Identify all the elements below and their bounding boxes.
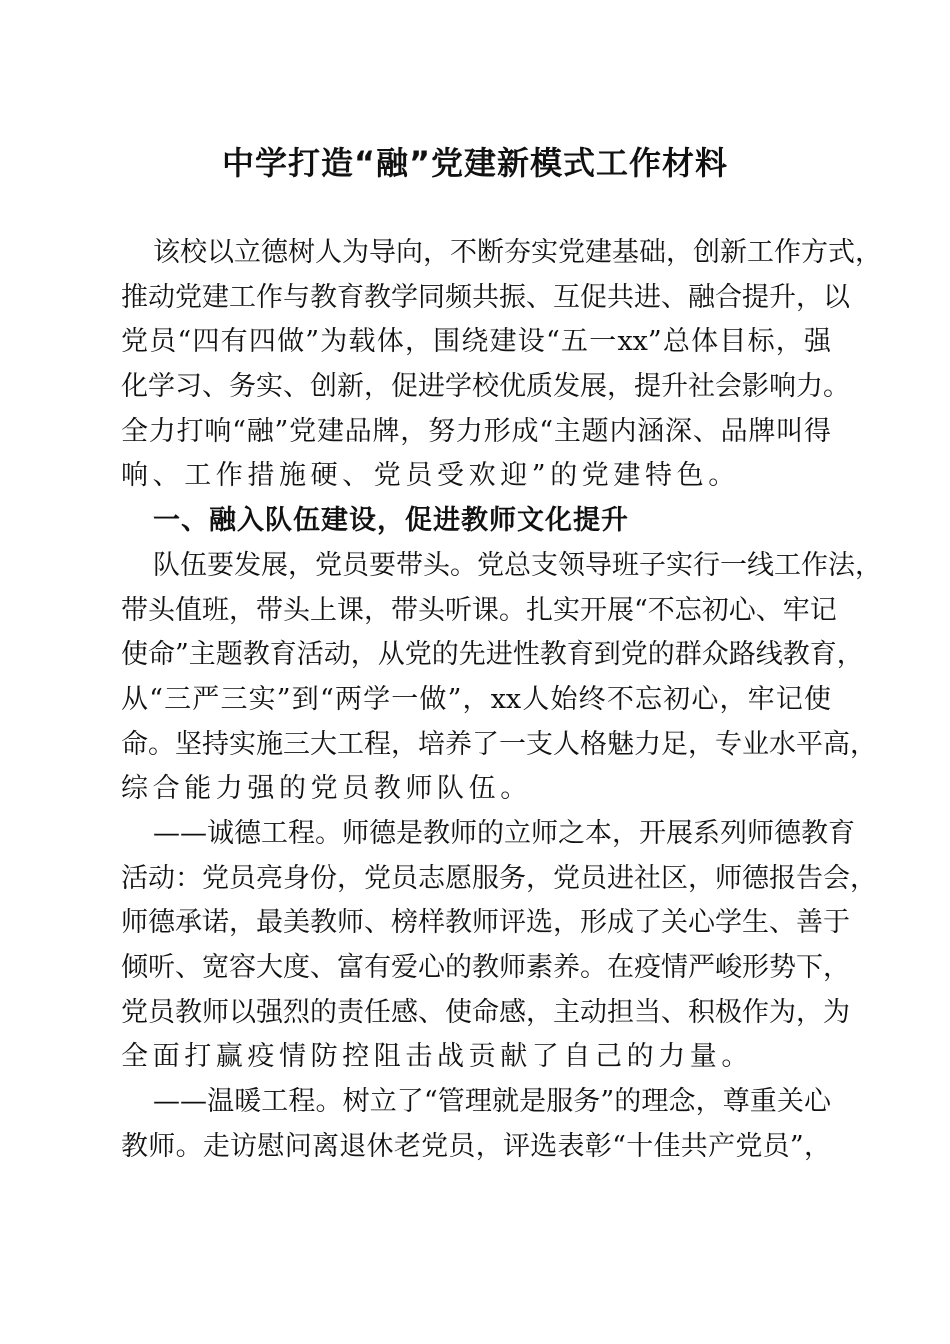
document-title: 中学打造“融”党建新模式工作材料 — [221, 144, 729, 182]
text-line: 综合能力强的党员教师队伍。 — [121, 773, 532, 805]
text-line: 带头值班，带头上课，带头听课。扎实开展“不忘初心、牢记 — [121, 594, 837, 626]
paragraph — [121, 812, 877, 1080]
document-body — [121, 231, 882, 1169]
text-line: 倾听、宽容大度、富有爱心的教师素养。在疫情严峻形势下， — [121, 952, 850, 983]
text-line: 响、工作措施硬、党员受欢迎”的党建特色。 — [121, 460, 740, 492]
text-line: 从“三严三实”到“两学一做”，xx人始终不忘初心，牢记使 — [121, 683, 831, 715]
text-line: 全力打响“融”党建品牌，努力形成“主题内涵深、品牌叫得 — [121, 415, 831, 447]
paragraph — [121, 544, 882, 812]
text-line: 使命”主题教育活动，从党的先进性教育到党的群众路线教育， — [121, 639, 864, 671]
text-line: 师德承诺，最美教师、榜样教师评选，形成了关心学生、善于 — [121, 907, 850, 939]
text-line: 党员教师以强烈的责任感、使命感，主动担当、积极作为，为 — [121, 996, 850, 1028]
section-heading — [121, 499, 831, 544]
text-line: ——温暖工程。树立了“管理就是服务”的理念，尊重关心 — [153, 1086, 831, 1118]
text-line: 队伍要发展，党员要带头。党总支领导班子实行一线工作法， — [153, 549, 882, 581]
text-line: 化学习、务实、创新，促进学校优质发展，提升社会影响力。 — [121, 371, 850, 403]
text-line: ——诚德工程。师德是教师的立师之本，开展系列师德教育 — [153, 817, 855, 849]
text-line: 推动党建工作与教育教学同频共振、互促共进、融合提升，以 — [121, 281, 850, 313]
paragraph — [121, 1080, 831, 1169]
text-line: 活动：党员亮身份，党员志愿服务，党员进社区，师德报告会， — [121, 862, 877, 894]
text-line: 党员“四有四做”为载体，围绕建设“五一xx”总体目标，强 — [121, 326, 831, 358]
text-line: 教师。走访慰问离退休老党员，评选表彰“十佳共产党员”， — [121, 1130, 831, 1162]
paragraph — [121, 231, 882, 499]
text-line: 全面打赢疫情防控阻击战贡献了自己的力量。 — [121, 1041, 753, 1073]
text-line: 一、融入队伍建设，促进教师文化提升 — [153, 505, 629, 537]
text-line: 该校以立德树人为导向，不断夯实党建基础，创新工作方式， — [153, 237, 882, 268]
text-line: 命。坚持实施三大工程，培养了一支人格魅力足，专业水平高， — [121, 728, 877, 760]
